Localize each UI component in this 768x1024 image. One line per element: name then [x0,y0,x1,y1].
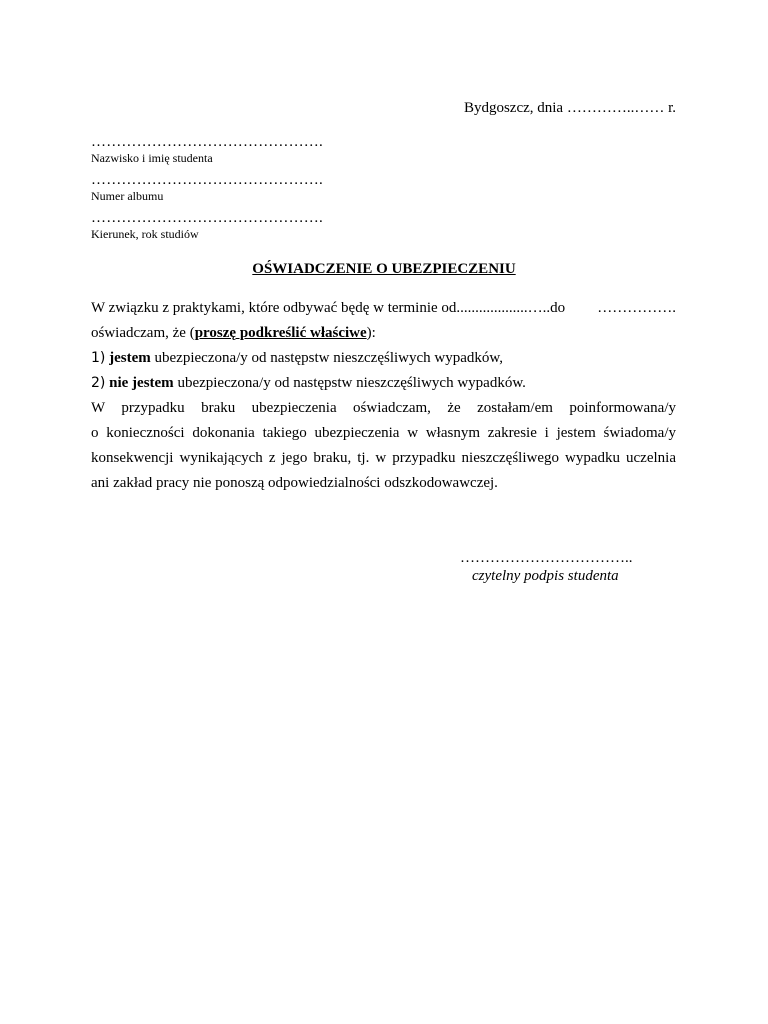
info-paragraph-line-3: konsekwencji wynikających z jego braku, tj. w przypadku nieszczęśliwego wypadku uczelnia [91,450,676,466]
internship-term-text: W związku z praktykami, które odbywać będę w terminie od...................…..do [91,300,566,316]
option-not-insured-text: ubezpieczona/y od następstw nieszczęśliwych wypadków. [173,375,526,391]
signature-label: czytelny podpis studenta [472,568,619,584]
study-program-field [91,210,391,241]
document-title: OŚWIADCZENIE O UBEZPIECZENIU [252,261,516,277]
declaration-instruction-line [91,321,676,346]
album-number-field [91,172,391,203]
option-insured [91,346,676,371]
option-not-insured [91,371,676,396]
place-date-line: Bydgoszcz, dnia …………..…… r. [463,100,676,116]
student-name-field [91,134,391,165]
signature-dotted-line: …………………………….. [460,550,633,566]
option-not-insured-bold: nie jestem [109,375,174,391]
album-number-dotted-line: ………………………………………. [91,172,323,188]
option-insured-text: ubezpieczona/y od następstw nieszczęśliwych wypadków, [150,350,504,366]
declaration-suffix: ): [366,325,376,341]
declaration-prefix: oświadczam, że ( [91,325,195,341]
option-insured-bold: jestem [109,350,151,366]
statement-body [91,296,676,496]
option-insured-number: 1) [91,350,106,366]
student-name-label: Nazwisko i imię studenta [91,151,213,165]
info-paragraph-line-1: W przypadku braku ubezpieczenia oświadczam, że zostałam/em poinformowana/y [91,400,676,416]
info-paragraph-line-4: ani zakład pracy nie ponoszą odpowiedzialności odszkodowawczej. [91,475,498,491]
signature-block [460,550,660,585]
internship-term-line [91,296,676,321]
internship-term-end-dots: ……………. [597,300,676,316]
study-program-dotted-line: ………………………………………. [91,210,323,226]
album-number-label: Numer albumu [91,189,164,203]
info-paragraph-line-2: o konieczności dokonania takiego ubezpieczenia w własnym zakresie i jestem świadoma/y [91,425,676,441]
study-program-label: Kierunek, rok studiów [91,227,199,241]
student-name-dotted-line: ………………………………………. [91,134,323,150]
option-not-insured-number: 2) [91,375,106,391]
underline-instruction: proszę podkreślić właściwe [194,325,367,341]
